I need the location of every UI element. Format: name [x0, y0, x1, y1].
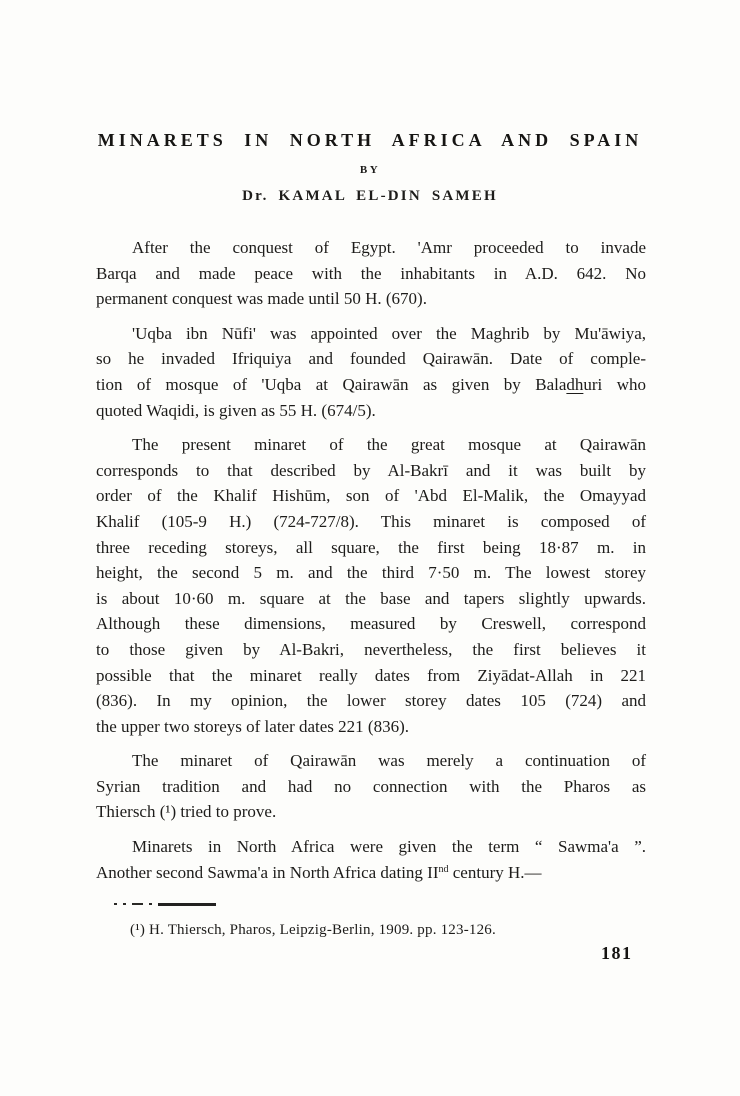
- rule-dot: [149, 903, 152, 905]
- paragraph-5: [96, 834, 646, 885]
- paragraph-2: [96, 321, 646, 423]
- text-line: [96, 372, 646, 398]
- text-line: corresponds to that described by Al-Bakrī and it was built by: [96, 460, 646, 480]
- text-line: Khalif (105-9 H.) (724-727/8). This minaret is composed of: [96, 511, 646, 531]
- text-line: Thiersch (¹) tried to prove.: [96, 802, 277, 822]
- text-line: After the conquest of Egypt. 'Amr proceeded to invade: [132, 238, 646, 257]
- text-line: to those given by Al-Bakri, nevertheless, the first believes it: [96, 639, 646, 659]
- text-segment: uri who: [583, 374, 646, 394]
- article-header: [0, 0, 740, 205]
- underlined-transliteration: dh: [566, 374, 584, 394]
- text-line: Minarets in North Africa were given the term “ Sawma'a ”.: [132, 837, 646, 857]
- text-line: the upper two storeys of later dates 221 (836).: [96, 716, 409, 736]
- ordinal-superscript: nd: [438, 863, 449, 875]
- rule-line: [158, 903, 216, 906]
- text-line: three receding storeys, all square, the first being 18·87 m. in: [96, 537, 646, 557]
- text-segment: century H.—: [448, 862, 542, 882]
- text-line: Although these dimensions, measured by Creswell, correspond: [96, 614, 646, 634]
- page-title: MINARETS IN NORTH AFRICA AND SPAIN: [97, 130, 643, 150]
- text-line: order of the Khalif Hishūm, son of 'Abd El-Malik, the Omayyad: [96, 486, 646, 506]
- text-line: quoted Waqidi, is given as 55 H. (674/5).: [96, 400, 376, 420]
- text-line: 'Uqba ibn Nūfi' was appointed over the Maghrib by Mu'āwiya,: [132, 323, 646, 343]
- footnote-rule: [114, 902, 646, 906]
- paragraph-3: [96, 432, 646, 739]
- text-segment: Another second Sawma'a in North Africa dating II: [96, 862, 439, 882]
- text-line: permanent conquest was made until 50 H. (670).: [96, 289, 427, 309]
- text-segment: tion of mosque of 'Uqba at Qairawān as given by Bala: [96, 374, 567, 394]
- article-body: [96, 235, 646, 940]
- footnote: (¹) H. Thiersch, Pharos, Leipzig-Berlin, 1909. pp. 123-126.: [130, 922, 496, 939]
- rule-dot: [123, 903, 126, 905]
- text-line: height, the second 5 m. and the third 7·50 m. The lowest storey: [96, 563, 646, 583]
- page-number: 181: [601, 943, 633, 963]
- rule-dot: [114, 903, 117, 905]
- text-line: Syrian tradition and had no connection with the Pharos as: [96, 776, 646, 796]
- text-line: Barqa and made peace with the inhabitants in A.D. 642. No: [96, 263, 646, 283]
- text-line: possible that the minaret really dates from Ziyādat-Allah in 221: [96, 665, 646, 685]
- text-line: [96, 860, 646, 886]
- author-name: Dr. KAMAL EL-DIN SAMEH: [242, 188, 498, 204]
- paragraph-4: [96, 748, 646, 825]
- text-line: (836). In my opinion, the lower storey dates 105 (724) and: [96, 691, 646, 711]
- text-line: is about 10·60 m. square at the base and tapers slightly upwards.: [96, 588, 646, 608]
- text-line: The minaret of Qairawān was merely a continuation of: [132, 751, 646, 771]
- paragraph-1: [96, 235, 646, 312]
- byline: BY: [359, 164, 381, 176]
- rule-dash: [132, 903, 143, 905]
- text-line: so he invaded Ifriquiya and founded Qairawān. Date of comple-: [96, 349, 646, 369]
- text-line: The present minaret of the great mosque at Qairawān: [132, 435, 646, 455]
